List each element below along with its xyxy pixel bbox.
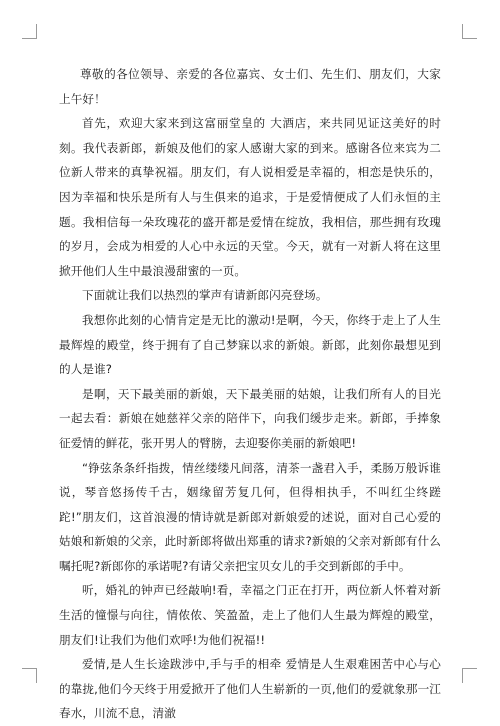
- wedding-bell-paragraph: 听，婚礼的钟声已经敲响!看，幸福之门正在打开，两位新人怀着对新生活的憧憬与向往，情侬侬、笑盈盈，走上了他们人生最为辉煌的殿堂，朋友们!让我们为他们欢呼!为他们祝福!!: [59, 583, 441, 647]
- crop-mark-top-left: [22, 24, 37, 39]
- love-paragraph: 爱情,是人生长途跋涉中,手与手的相牵 爱情是人生艰难困苦中心与心的靠拢,他们今天终于用爱掀开了他们人生崭新的一页,他们的爱就象那一江春水，川流不息，清澈: [59, 657, 441, 721]
- bride-entrance-paragraph: 是啊，天下最美丽的新娘，天下最美丽的姑娘，让我们所有人的目光一起去看：新娘在她慈祥父亲的陪伴下，向我们缓步走来。新郎，手捧象征爱情的鲜花，张开男人的臂膀，去迎娶你美丽的新娘吧!: [59, 386, 441, 450]
- document-body: [59, 62, 441, 726]
- crop-mark-bottom-right: [462, 668, 477, 683]
- crop-mark-top-right: [462, 24, 477, 39]
- groom-intro-paragraph: 下面就让我们以热烈的掌声有请新郎闪亮登场。: [82, 288, 328, 303]
- crop-mark-bottom-left: [22, 668, 37, 683]
- groom-question-paragraph: 我想你此刻的心情肯定是无比的激动!是啊，今天，你终于走上了人生最辉煌的殿堂，终于拥有了自己梦寐以求的新娘。新郎，此刻你最想见到的人是谁?: [59, 312, 441, 377]
- greeting-paragraph: 尊敬的各位领导、亲爱的各位嘉宾、女士们、先生们、朋友们，大家上午好！: [59, 67, 441, 106]
- poem-paragraph: “铮弦条条纤指拨，情丝缕缕凡间落，清茶一盏君入手，柔肠万般诉谁说，琴音悠扬传千古，姻缘留芳复几何，但得相执手，不叫红尘终蹉跎!”朋友们，这首浪漫的情诗就是新郎对新娘爱的述说，面对自己心爱的姑娘和新娘的父亲，此时新郎将做出郑重的请求?新娘的父亲对新郎有什么嘱托呢?新郎你的承诺呢?有请父亲把宝贝女儿的手交到新郎的手中。: [59, 460, 441, 573]
- welcome-paragraph: 首先，欢迎大家来到这富丽堂皇的 大酒店，来共同见证这美好的时刻。我代表新郎，新娘及他们的家人感谢大家的到来。感谢各位来宾为二位新人带来的真挚祝福。朋友们，有人说相爱是幸福的，相恋是快乐的，因为幸福和快乐是所有人与生俱来的追求，于是爱情便成了人们永恒的主题。我相信每一朵玫瑰花的盛开都是爱情在绽放，我相信，那些拥有玫瑰的岁月，会成为相爱的人心中永远的天堂。今天，就有一对新人将在这里掀开他们人生中最浪漫甜蜜的一页。: [59, 116, 441, 278]
